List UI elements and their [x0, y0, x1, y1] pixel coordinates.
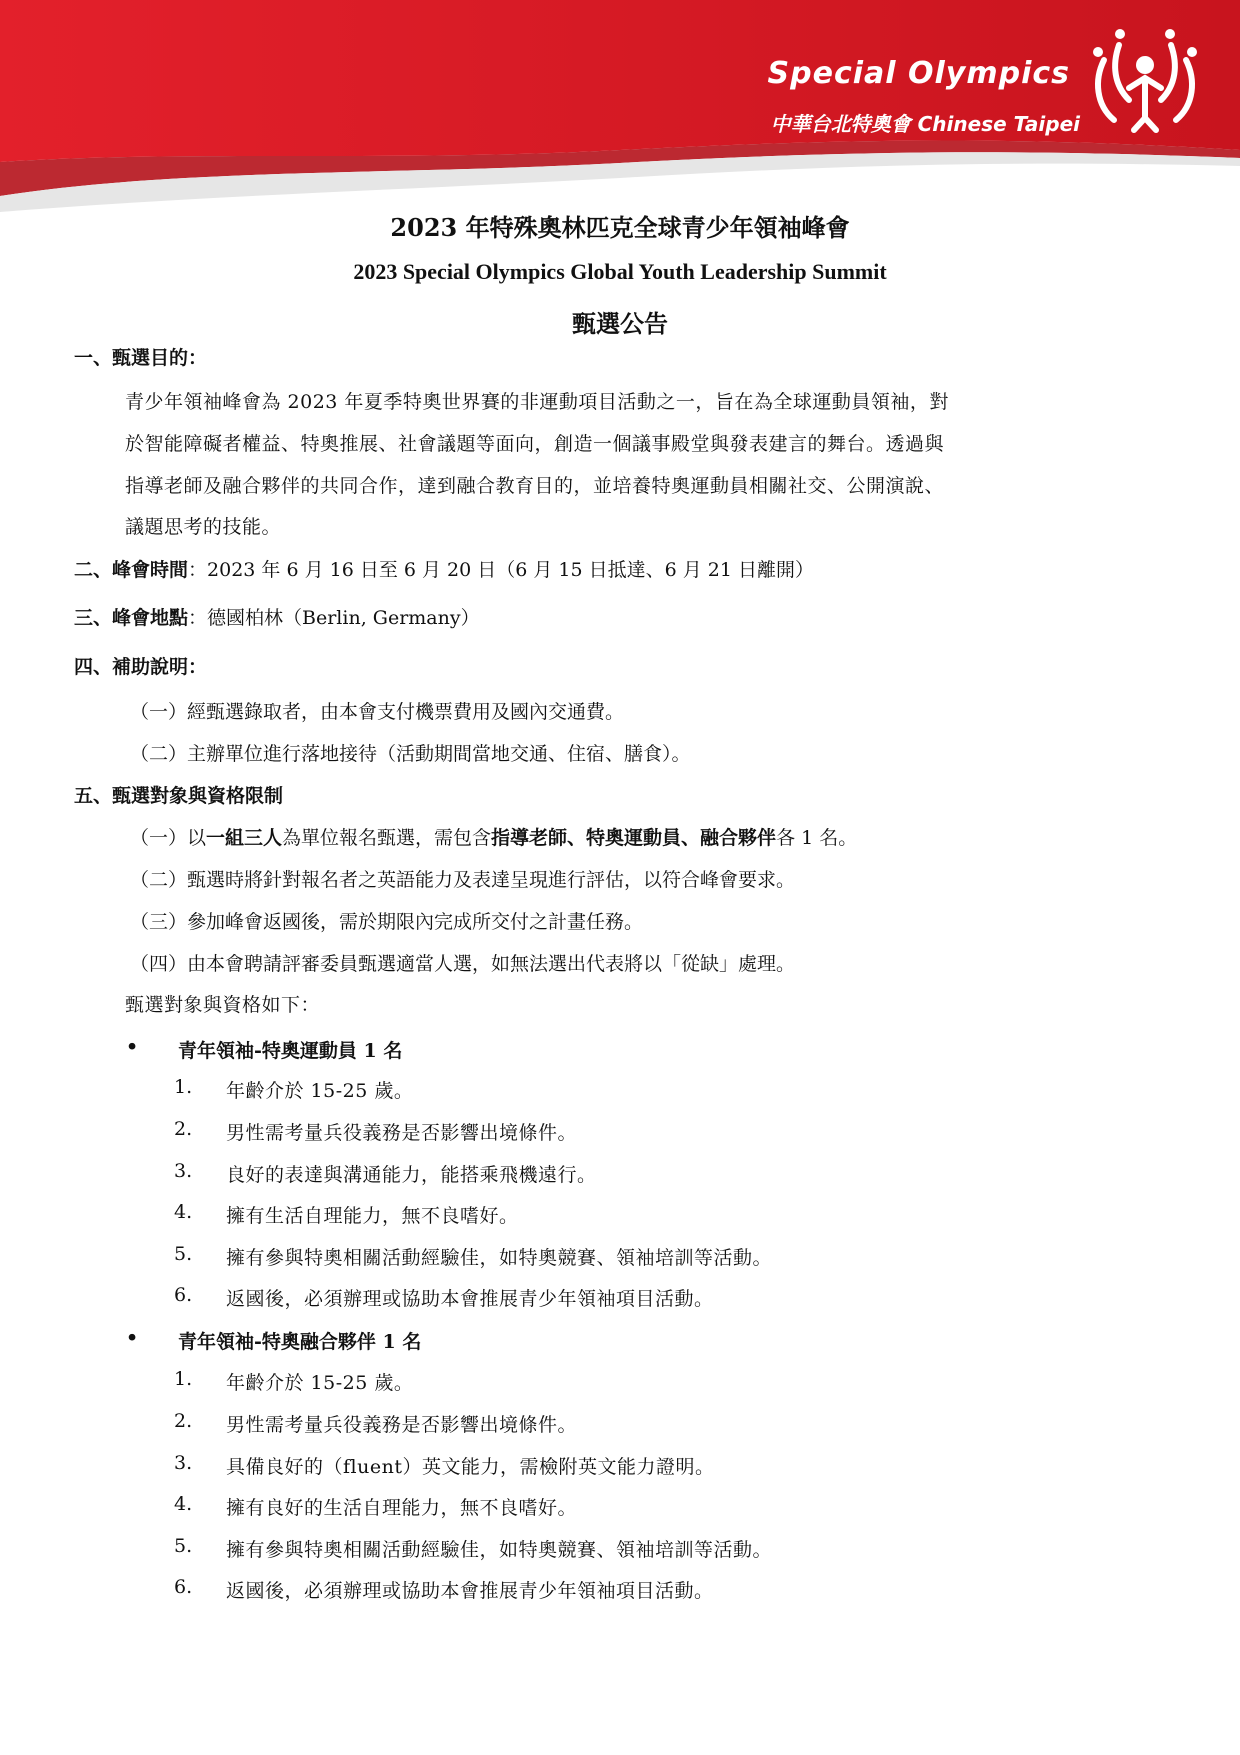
- list-number: 1.: [174, 1368, 193, 1390]
- eligibility-text: 各 1 名。: [776, 827, 858, 849]
- section-heading-subsidy: 四、補助說明：: [74, 656, 208, 678]
- list-item: 返國後，必須辦理或協助本會推展青少年領袖項目活動。: [226, 1580, 714, 1602]
- summit-time-value: ：2023 年 6 月 16 日至 6 月 20 日（6 月 15 日抵達、6 月 21 日離開）: [188, 559, 815, 581]
- notice-title: 甄選公告: [572, 309, 668, 338]
- eligibility-text: 為單位報名甄選，需包含: [282, 827, 492, 849]
- list-item: 年齡介於 15-25 歲。: [226, 1372, 414, 1394]
- purpose-paragraph-line: 議題思考的技能。: [125, 516, 282, 538]
- list-item: 良好的表達與溝通能力，能搭乘飛機遠行。: [226, 1164, 597, 1186]
- title-chinese: 2023 年特殊奧林匹克全球青少年領袖峰會: [390, 213, 850, 242]
- list-number: 5.: [174, 1243, 193, 1265]
- list-number: 2.: [174, 1410, 193, 1432]
- eligibility-item: （四）由本會聘請評審委員甄選適當人選，如無法選出代表將以「從缺」處理。: [130, 953, 796, 975]
- eligibility-text: （一）以: [130, 827, 207, 849]
- bullet-marker: •: [126, 1327, 139, 1349]
- subsidy-item: （一）經甄選錄取者，由本會支付機票費用及國內交通費。: [130, 701, 625, 723]
- list-item: 擁有生活自理能力，無不良嗜好。: [226, 1205, 519, 1227]
- section-summit-location: [74, 606, 480, 631]
- group-title-athlete: 青年領袖-特奧運動員 1 名: [178, 1040, 403, 1062]
- list-number: 6.: [174, 1576, 193, 1598]
- purpose-paragraph-line: 於智能障礙者權益、特奧推展、社會議題等面向，創造一個議事殿堂與發表建言的舞台。透過與: [125, 433, 945, 455]
- list-number: 4.: [174, 1201, 193, 1223]
- section-heading-location: 三、峰會地點: [74, 607, 189, 629]
- list-number: 3.: [174, 1160, 193, 1182]
- summit-location-value: ：德國柏林（Berlin, Germany）: [188, 607, 480, 629]
- section-summit-time: [74, 558, 814, 583]
- section-heading-eligibility: 五、甄選對象與資格限制: [74, 785, 284, 807]
- eligibility-item: （二）甄選時將針對報名者之英語能力及表達呈現進行評估，以符合峰會要求。: [130, 869, 796, 891]
- group-title-partner: 青年領袖-特奧融合夥伴 1 名: [178, 1331, 422, 1353]
- list-item: 男性需考量兵役義務是否影響出境條件。: [226, 1414, 578, 1436]
- section-heading-time: 二、峰會時間: [74, 559, 189, 581]
- brand-subtitle: 中華台北特奧會 Chinese Taipei: [770, 112, 1080, 136]
- eligibility-item: （三）參加峰會返國後，需於期限內完成所交付之計畫任務。: [130, 911, 644, 933]
- purpose-paragraph-line: 指導老師及融合夥伴的共同合作，達到融合教育目的，並培養特奧運動員相關社交、公開演說、: [125, 475, 945, 497]
- list-item: 擁有參與特奧相關活動經驗佳，如特奧競賽、領袖培訓等活動。: [226, 1247, 773, 1269]
- list-item: 擁有良好的生活自理能力，無不良嗜好。: [226, 1497, 578, 1519]
- eligibility-intro: 甄選對象與資格如下：: [125, 994, 321, 1016]
- subsidy-item: （二）主辦單位進行落地接待（活動期間當地交通、住宿、膳食）。: [130, 743, 691, 765]
- list-item: 具備良好的（fluent）英文能力，需檢附英文能力證明。: [226, 1456, 715, 1478]
- eligibility-emphasis: 一組三人: [206, 827, 283, 849]
- list-number: 5.: [174, 1535, 193, 1557]
- list-item: 返國後，必須辦理或協助本會推展青少年領袖項目活動。: [226, 1288, 714, 1310]
- list-number: 1.: [174, 1076, 193, 1098]
- list-item: 男性需考量兵役義務是否影響出境條件。: [226, 1122, 578, 1144]
- list-number: 2.: [174, 1118, 193, 1140]
- purpose-paragraph-line: 青少年領袖峰會為 2023 年夏季特奧世界賽的非運動項目活動之一，旨在為全球運動員領袖，對: [125, 391, 949, 413]
- list-number: 3.: [174, 1452, 193, 1474]
- special-olympics-logo-icon: [1084, 20, 1206, 138]
- eligibility-item-team: [130, 826, 857, 851]
- title-english: 2023 Special Olympics Global Youth Leadership Summit: [353, 259, 887, 284]
- list-item: 擁有參與特奧相關活動經驗佳，如特奧競賽、領袖培訓等活動。: [226, 1539, 773, 1561]
- list-item: 年齡介於 15-25 歲。: [226, 1080, 414, 1102]
- list-number: 4.: [174, 1493, 193, 1515]
- eligibility-emphasis: 指導老師、特奧運動員、融合夥伴: [491, 827, 777, 849]
- bullet-marker: •: [126, 1036, 139, 1058]
- brand-name: Special Olympics: [767, 56, 1070, 91]
- section-heading-purpose: 一、甄選目的：: [74, 347, 208, 369]
- list-number: 6.: [174, 1284, 193, 1306]
